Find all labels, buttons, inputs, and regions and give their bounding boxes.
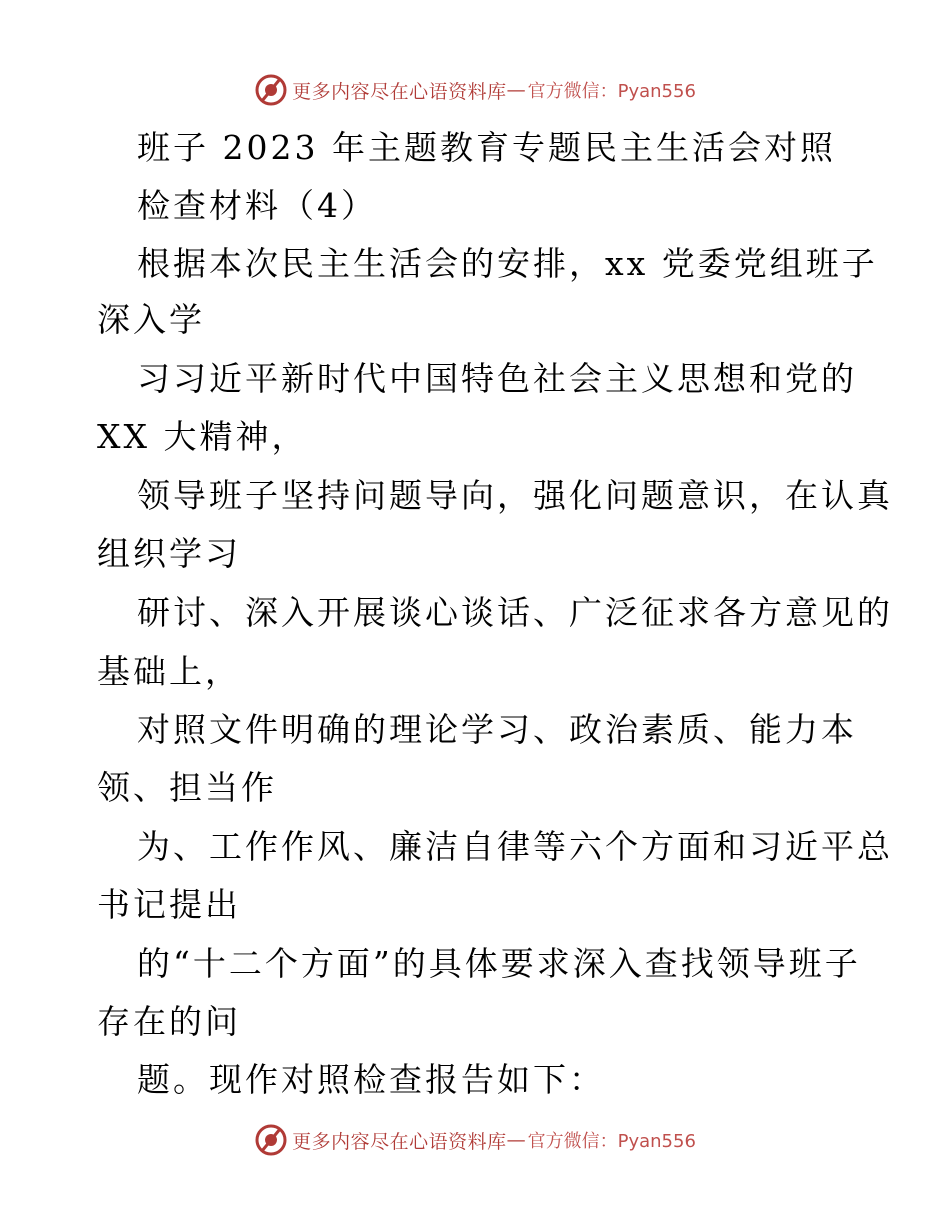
- watermark-contact: 官方微信：Pyan556: [527, 1131, 696, 1152]
- watermark-separator: —: [506, 1129, 526, 1151]
- paragraph-line: 研讨、深入开展谈心谈话、广泛征求各方意见的: [137, 593, 893, 632]
- title-line-2: 检查材料（4）: [137, 186, 377, 225]
- watermark-footer: [0, 1120, 950, 1160]
- paragraph-line: 的“十二个方面”的具体要求深入查找领导班子: [137, 944, 861, 983]
- paragraph-line: 存在的问: [97, 1002, 241, 1041]
- paragraph-line: 题。现作对照检查报告如下：: [137, 1060, 605, 1099]
- paragraph-line: 根据本次民主生活会的安排，xx 党委党组班子: [137, 244, 878, 283]
- paragraph-line: 对照文件明确的理论学习、政治素质、能力本: [137, 710, 857, 749]
- watermark-separator: —: [506, 79, 526, 101]
- paragraph-line: XX 大精神，: [97, 417, 308, 456]
- paragraph-line: 基础上，: [97, 652, 241, 691]
- watermark-text: 更多内容尽在心语资料库: [292, 80, 507, 103]
- watermark-text: 更多内容尽在心语资料库: [292, 1130, 507, 1153]
- paragraph-line: 习习近平新时代中国特色社会主义思想和党的: [137, 359, 857, 398]
- logo-icon: [254, 73, 288, 107]
- paragraph-line: 领、担当作: [97, 768, 277, 807]
- title-line-1: 班子 2023 年主题教育专题民主生活会对照: [137, 128, 836, 167]
- watermark-header: [0, 70, 950, 110]
- watermark-contact: 官方微信：Pyan556: [527, 81, 696, 102]
- paragraph-line: 组织学习: [97, 534, 241, 573]
- paragraph-line: 深入学: [97, 300, 205, 339]
- paragraph-line: 为、工作作风、廉洁自律等六个方面和习近平总: [137, 827, 893, 866]
- paragraph-line: 领导班子坚持问题导向，强化问题意识，在认真: [137, 476, 893, 515]
- paragraph-line: 书记提出: [97, 885, 241, 924]
- logo-icon: [254, 1123, 288, 1157]
